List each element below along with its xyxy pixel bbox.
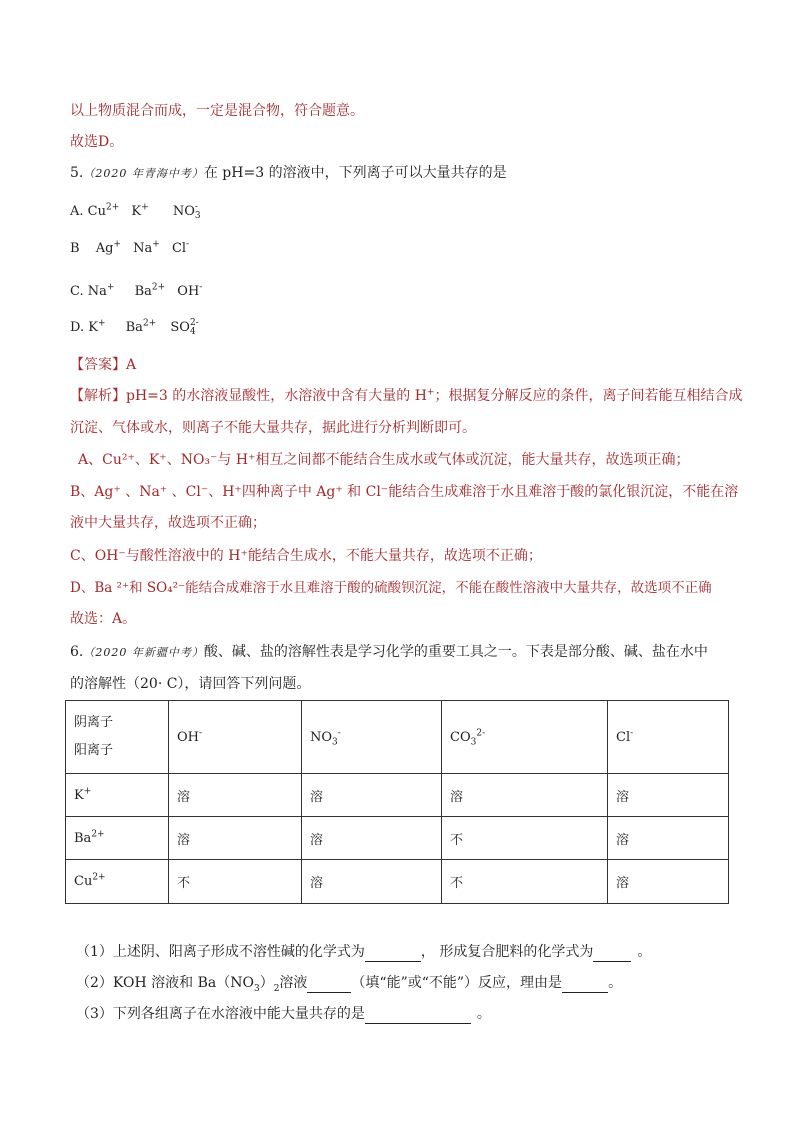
header-cl: Cl- xyxy=(608,701,729,774)
table-cell: 不 xyxy=(442,817,608,860)
subquestion-3: （3）下列各组离子在水溶液中能大量共存的是 。 xyxy=(76,1006,491,1022)
analysis-line-6: C、OH⁻与酸性溶液中的 H⁺能结合生成水，不能大量共存，故选项不正确； xyxy=(70,548,542,564)
answer-blank-3[interactable] xyxy=(307,978,351,993)
answer-blank-2[interactable] xyxy=(593,947,631,962)
analysis-line-1: 【解析】pH=3 的水溶液显酸性，水溶液中含有大量的 H+；根据复分解反应的条件，离子间若能互相结合成 xyxy=(70,387,743,404)
table-cell: 溶 xyxy=(169,817,302,860)
table-cell: 溶 xyxy=(442,774,608,817)
analysis-line-7: D、Ba ²⁺和 SO₄²⁻能结合成难溶于水且难溶于酸的硫酸钡沉淀，不能在酸性溶液中大量共存，故选项不正确 xyxy=(70,580,712,596)
analysis-line-5: 液中大量共存，故选项不正确； xyxy=(70,515,266,531)
table-cell: 不 xyxy=(442,860,608,904)
row-ion: $Cu^{2+}$ xyxy=(66,860,169,904)
table-row xyxy=(66,774,729,817)
answer-blank-4[interactable] xyxy=(562,978,608,993)
analysis-line-3: A、Cu²⁺、K⁺、NO₃⁻与 H⁺相互之间都不能结合生成水或气体或沉淀，能大量共存，故选项正确； xyxy=(78,452,690,468)
prev-choice-line: 故选D。 xyxy=(70,134,124,150)
table-cell: 溶 xyxy=(608,774,729,817)
table-cell: 溶 xyxy=(302,774,442,817)
table-cell: 溶 xyxy=(608,817,729,860)
subquestion-1: （1）上述阴、阳离子形成不溶性碱的化学式为 ， 形成复合肥料的化学式为 。 xyxy=(76,944,652,960)
question-6-stem: 6.（2020 年新疆中考）酸、碱、盐的溶解性表是学习化学的重要工具之一。下表是部分酸、碱、盐在水中 xyxy=(70,644,708,660)
table-header-row xyxy=(66,701,729,774)
answer-line: 【答案】A xyxy=(70,357,137,373)
prev-answer-line: 以上物质混合而成，一定是混合物，符合题意。 xyxy=(70,103,364,119)
analysis-line-4: B、Ag⁺ 、Na⁺ 、Cl⁻、H⁺四种离子中 Ag⁺ 和 Cl⁻能结合生成难溶于水且难溶于酸的氯化银沉淀，不能在溶 xyxy=(70,484,739,500)
table-row xyxy=(66,817,729,860)
table-row xyxy=(66,860,729,904)
table-corner-cell: 阴离子 阳离子 xyxy=(66,701,169,774)
table-cell: 溶 xyxy=(608,860,729,904)
analysis-line-2: 沉淀、气体或水，则离子不能大量共存，据此进行分析判断即可。 xyxy=(70,420,476,436)
option-c[interactable]: C. Na+ $Ba^{2+}$ OH- xyxy=(70,282,203,299)
answer-blank-5[interactable] xyxy=(365,1009,471,1024)
analysis-line-8: 故选：A。 xyxy=(70,611,137,627)
option-a[interactable]: A. $Cu^{2+}$ K+ NO - 3 xyxy=(70,201,201,221)
answer-blank-1[interactable] xyxy=(365,947,421,962)
row-ion: K+ xyxy=(66,774,169,817)
subquestion-2: （2）KOH 溶液和 $Ba(NO_3)_2$溶液 （填“能”或“不能”）反应，理由是 。 xyxy=(76,975,623,994)
option-d[interactable]: D. K+ $Ba^{2+}$ SO 2- 4 xyxy=(70,317,199,337)
header-co3: $CO_3^{2-}$ xyxy=(442,701,608,774)
table-cell: 溶 xyxy=(302,860,442,904)
header-no3: $NO_3^-$ xyxy=(302,701,442,774)
table-cell: 溶 xyxy=(169,774,302,817)
header-oh: OH- xyxy=(169,701,302,774)
question-5-stem: 5.（2020 年青海中考）在 pH=3 的溶液中，下列离子可以大量共存的是 xyxy=(70,165,507,181)
question-6-stem-2: 的溶解性（20· C），请回答下列问题。 xyxy=(70,676,311,692)
solubility-table xyxy=(65,700,729,904)
row-ion: $Ba^{2+}$ xyxy=(66,817,169,860)
option-b[interactable]: B Ag+ Na+ Cl- xyxy=(70,239,190,256)
table-cell: 不 xyxy=(169,860,302,904)
table-cell: 溶 xyxy=(302,817,442,860)
